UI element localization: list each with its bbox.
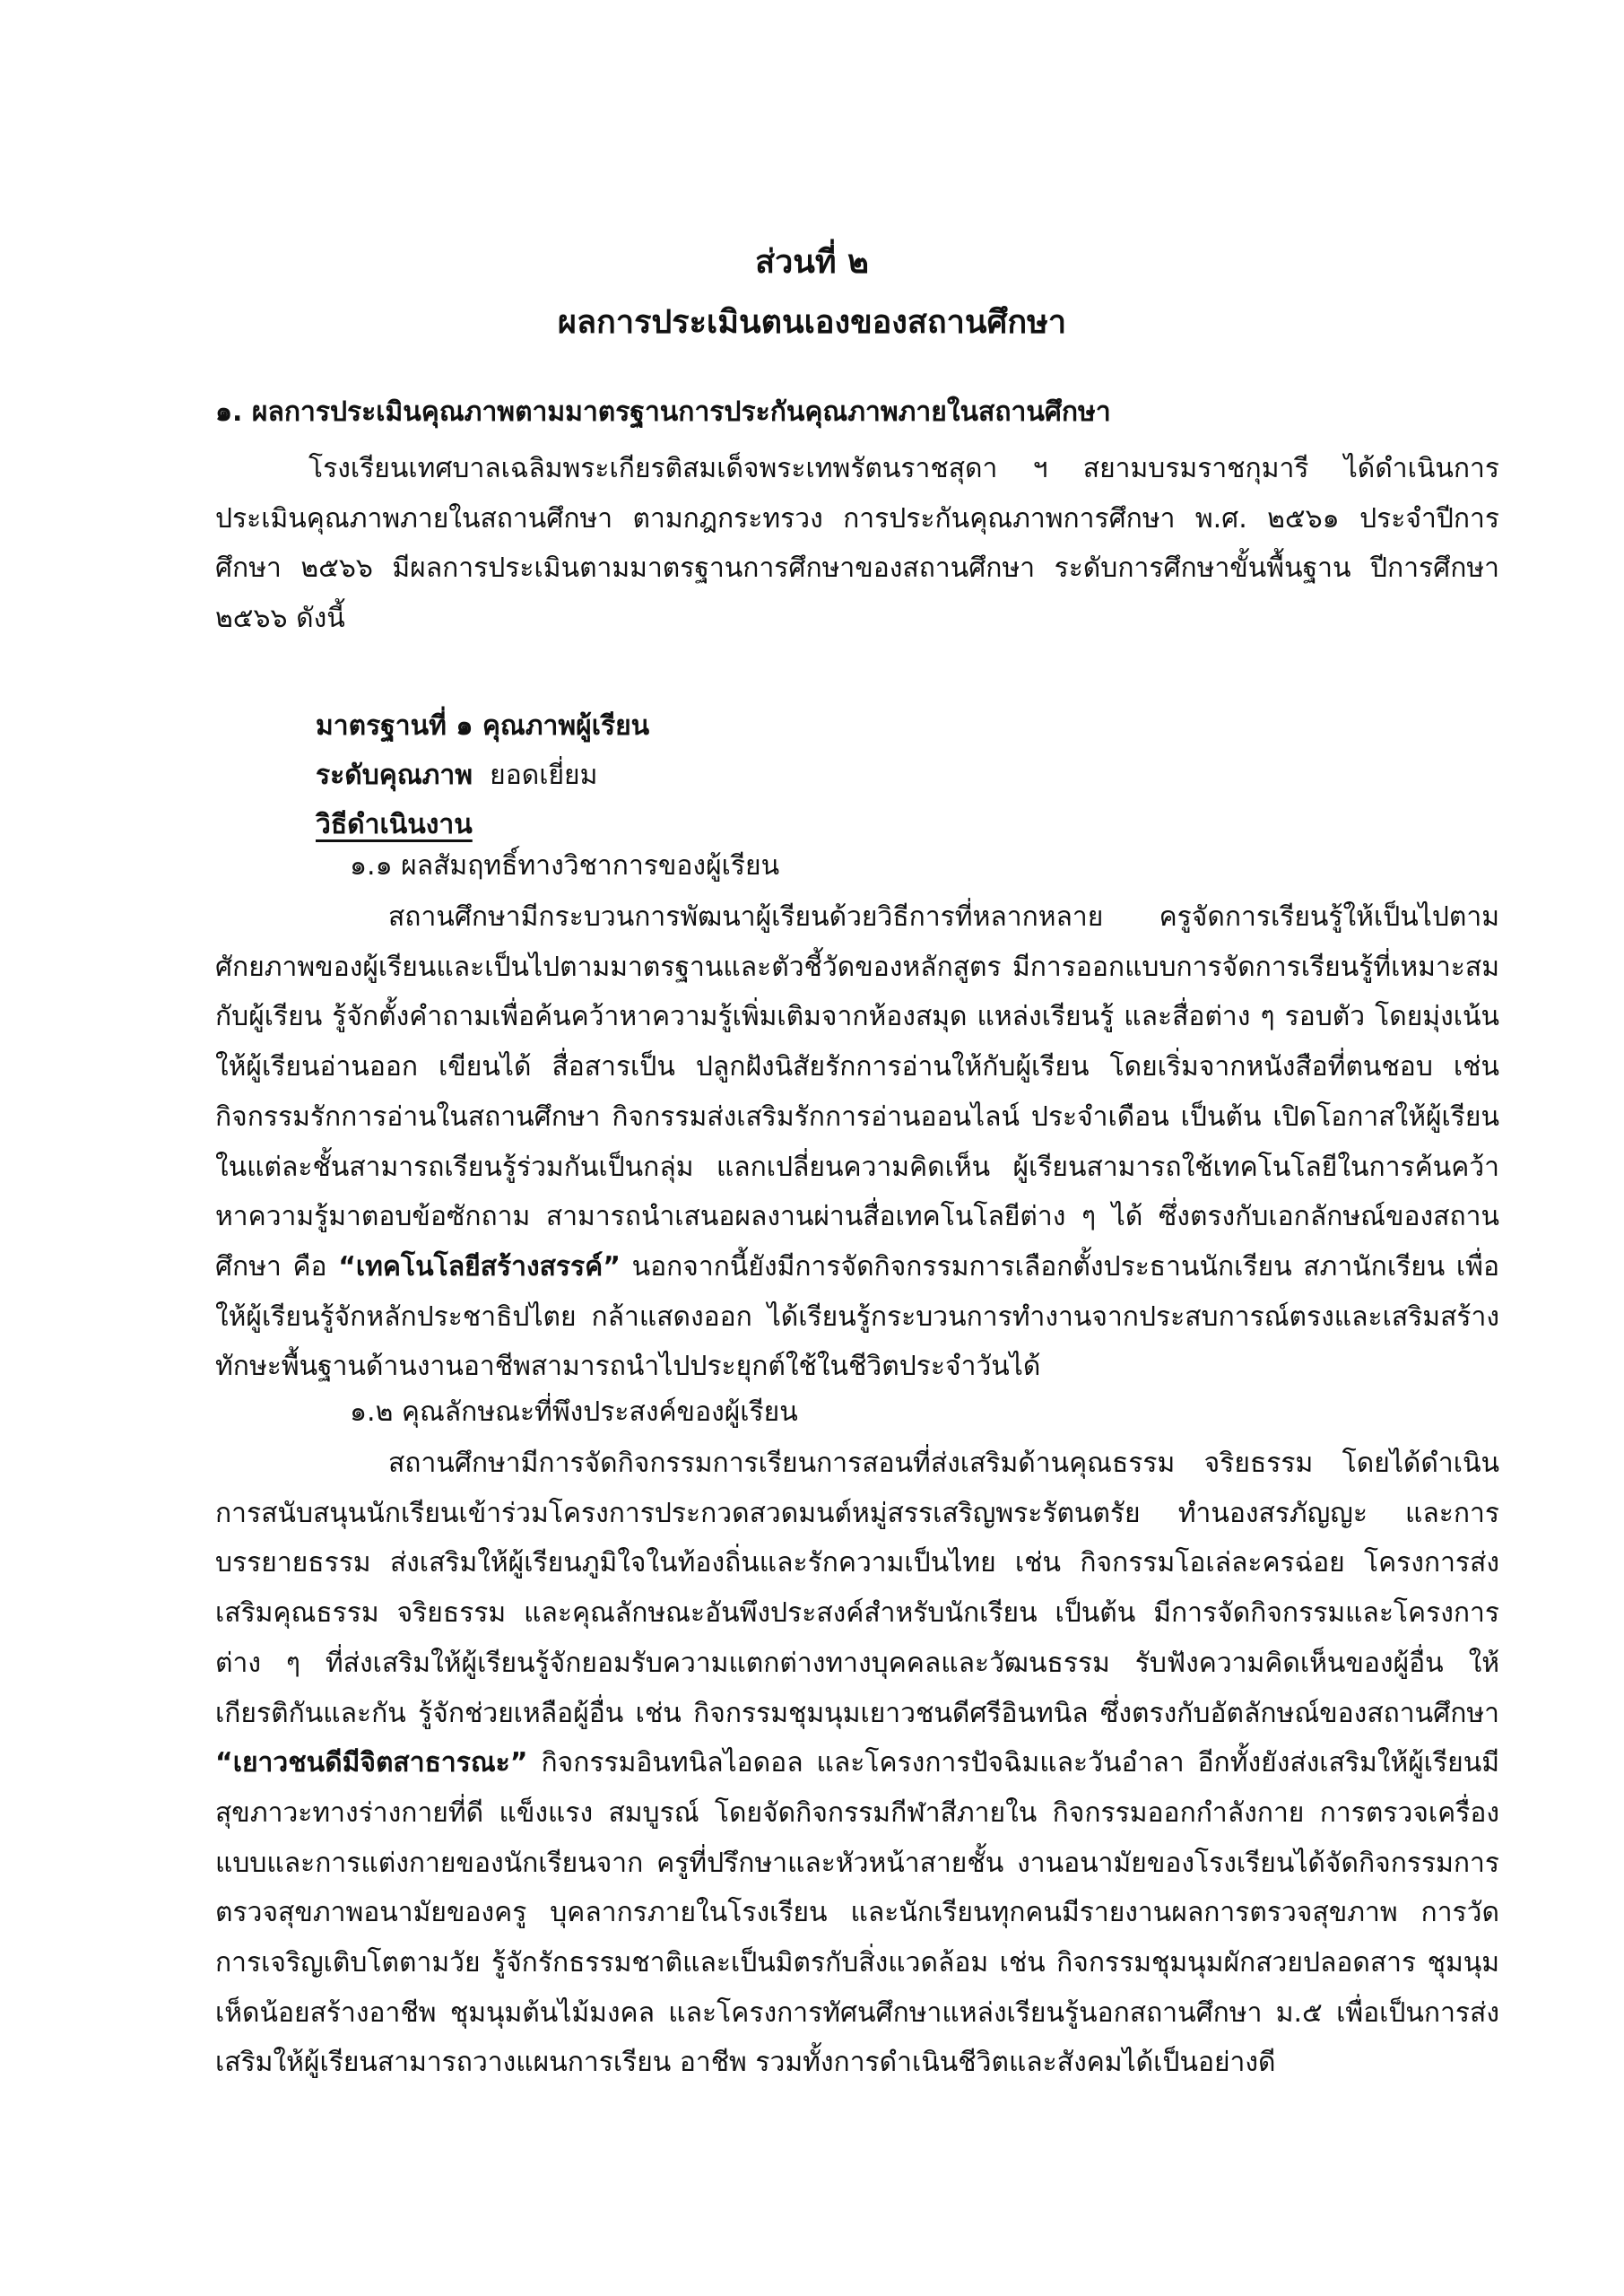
intro-paragraph: โรงเรียนเทศบาลเฉลิมพระเกียรติสมเด็จพระเทพรัตนราชสุดา ฯ สยามบรมราชกุมารี ได้ดำเนินการประเมินคุณภาพภายในสถานศึกษา ตามกฎกระทรวง การประกันคุณภาพการศึกษา พ.ศ. ๒๕๖๑ ประจำปีการศึกษา ๒๕๖๖ มีผลการประเมินตามมาตรฐานการศึกษาของสถานศึกษา ระดับการศึกษาขั้นพื้นฐาน ปีการศึกษา ๒๕๖๖ ดังนี้: [215, 453, 1499, 635]
part-subtitle: ผลการประเมินตนเองของสถานศึกษา: [557, 304, 1067, 341]
section-heading: ๑. ผลการประเมินคุณภาพตามมาตรฐานการประกันคุณภาพภายในสถานศึกษา: [215, 396, 1111, 428]
subsection-2-paragraph: [215, 1439, 1499, 2138]
subsection-1-heading: ๑.๑ ผลสัมฤทธิ์ทางวิชาการของผู้เรียน: [350, 850, 780, 882]
identity-phrase: “เทคโนโลยีสร้างสรรค์”: [338, 1250, 621, 1283]
part-title: ส่วนที่ ๒: [755, 244, 869, 281]
quality-level-line: [316, 751, 649, 800]
identity-phrase-2: “เยาวชนดีมีจิตสาธารณะ”: [215, 1747, 528, 1779]
quality-level-value: ยอดเยี่ยม: [490, 760, 598, 791]
subsection-1-text-a: สถานศึกษามีกระบวนการพัฒนาผู้เรียนด้วยวิธีการที่หลากหลาย ครูจัดการเรียนรู้ให้เป็นไปตามศักยภาพของผู้เรียนและเป็นไปตามมาตรฐานและตัวชี้วัดของหลักสูตร มีการออกแบบการจัดการเรียนรู้ที่เหมาะสมกับผู้เรียน รู้จักตั้งคำถามเพื่อค้นคว้าหาความรู้เพิ่มเติมจากห้องสมุด แหล่งเรียนรู้ และสื่อต่าง ๆ รอบตัว โดยมุ่งเน้นให้ผู้เรียนอ่านออก เขียนได้ สื่อสารเป็น ปลูกฝังนิสัยรักการอ่านให้กับผู้เรียน โดยเริ่มจากหนังสือที่ตนชอบ เช่น กิจกรรมรักการอ่านในสถานศึกษา กิจกรรมส่งเสริมรักการอ่านออนไลน์ ประจำเดือน เป็นต้น เปิดโอกาสให้ผู้เรียนในแต่ละชั้นสามารถเรียนรู้ร่วมกันเป็นกลุ่ม แลกเปลี่ยนความคิดเห็น ผู้เรียนสามารถใช้เทคโนโลยีในการค้นคว้าหาความรู้มาตอบข้อซักถาม สามารถนำเสนอผลงานผ่านสื่อเทคโนโลยีต่าง ๆ ได้ ซึ่งตรงกับเอกลักษณ์ของสถานศึกษา คือ: [215, 901, 1499, 1283]
subsection-2-heading: ๑.๒ คุณลักษณะที่พึงประสงค์ของผู้เรียน: [350, 1396, 798, 1428]
method-label: วิธีดำเนินงาน: [316, 809, 473, 840]
subsection-2-text-a: สถานศึกษามีการจัดกิจกรรมการเรียนการสอนที่ส่งเสริมด้านคุณธรรม จริยธรรม โดยได้ดำเนินการสนับสนุนนักเรียนเข้าร่วมโครงการประกวดสวดมนต์หมู่สรรเสริญพระรัตนตรัย ทำนองสรภัญญะ และการบรรยายธรรม ส่งเสริมให้ผู้เรียนภูมิใจในท้องถิ่นและรักความเป็นไทย เช่น กิจกรรมโอเล่ละครฉ่อย โครงการส่งเสริมคุณธรรม จริยธรรม และคุณลักษณะอันพึงประสงค์สำหรับนักเรียน เป็นต้น มีการจัดกิจกรรมและโครงการต่าง ๆ ที่ส่งเสริมให้ผู้เรียนรู้จักยอมรับความแตกต่างทางบุคคลและวัฒนธรรม รับฟังความคิดเห็นของผู้อื่น ให้เกียรติกันและกัน รู้จักช่วยเหลือผู้อื่น เช่น กิจกรรมชุมนุมเยาวชนดีศรีอินทนิล ซึ่งตรงกับอัตลักษณ์ของสถานศึกษา: [215, 1448, 1499, 1729]
subsection-2-text-b: กิจกรรมอินทนิลไอดอล และโครงการปัจฉิมและวันอำลา อีกทั้งยังส่งเสริมให้ผู้เรียนมีสุขภาวะทางร่างกายที่ดี แข็งแรง สมบูรณ์ โดยจัดกิจกรรมกีฬาสีภายใน กิจกรรมออกกำลังกาย การตรวจเครื่องแบบและการแต่งกายของนักเรียนจาก ครูที่ปรึกษาและหัวหน้าสายชั้น งานอนามัยของโรงเรียนได้จัดกิจกรรมการตรวจสุขภาพอนามัยของครู บุคลากรภายในโรงเรียน และนักเรียนทุกคนมีรายงานผลการตรวจสุขภาพ การวัดการเจริญเติบโตตามวัย รู้จักรักธรรมชาติและเป็นมิตรกับสิ่งแวดล้อม เช่น กิจกรรมชุมนุมผักสวยปลอดสาร ชุมนุมเห็ดน้อยสร้างอาชีพ ชุมนุมต้นไม้มงคล และโครงการทัศนศึกษาแหล่งเรียนรู้นอกสถานศึกษา ม.๕ เพื่อเป็นการส่งเสริมให้ผู้เรียนสามารถวางแผนการเรียน อาชีพ รวมทั้งการดำเนินชีวิตและสังคมได้เป็นอย่างดี: [215, 1747, 1499, 2079]
standard-block: [316, 701, 649, 849]
subsection-1-paragraph: [215, 892, 1499, 1395]
subsection-1-text-b: นอกจากนี้ยังมีการจัดกิจกรรมการเลือกตั้งประธานนักเรียน สภานักเรียน เพื่อให้ผู้เรียนรู้จักหลักประชาธิปไตย กล้าแสดงออก ได้เรียนรู้กระบวนการทำงานจากประสบการณ์ตรงและเสริมสร้างทักษะพื้นฐานด้านงานอาชีพสามารถนำไปประยุกต์ใช้ในชีวิตประจำวันได้: [215, 1250, 1499, 1383]
quality-level-label: ระดับคุณภาพ: [316, 760, 473, 791]
standard-title: มาตรฐานที่ ๑ คุณภาพผู้เรียน: [316, 710, 650, 742]
